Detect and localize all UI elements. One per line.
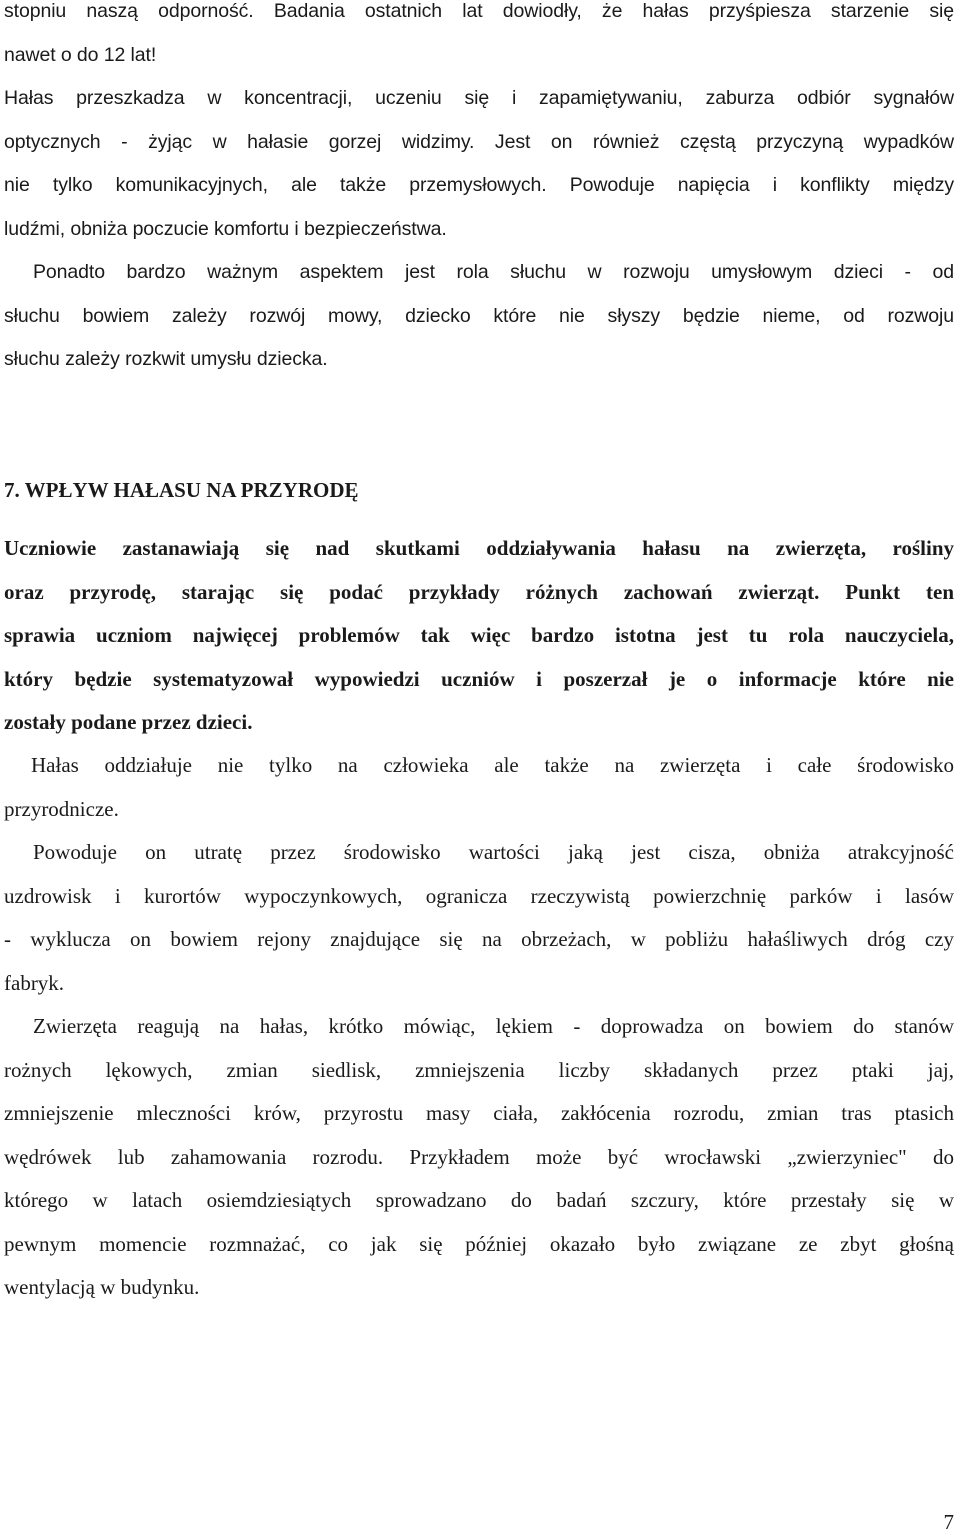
text-line: oraz przyrodę, starając się podać przykłady różnych zachowań zwierząt. Punkt ten: [4, 579, 954, 604]
text-line: fabryk.: [4, 970, 65, 995]
text-line: optycznych - żyjąc w hałasie gorzej widzimy. Jest on również częstą przyczyną wypadków: [4, 130, 954, 153]
text-line: Hałas przeszkadza w koncentracji, uczeniu się i zapamiętywaniu, zaburza odbiór sygnałów: [4, 87, 954, 109]
ponadto-paragraph: [4, 251, 954, 382]
intro-paragraph: [4, 0, 954, 251]
text-line: przyrodnicze.: [4, 796, 119, 821]
section-heading: 7. WPŁYW HAŁASU NA PRZYRODĘ: [4, 478, 359, 502]
text-line: - wyklucza on bowiem rejony znajdujące się na obrzeżach, w pobliżu hałaśliwych dróg czy: [4, 927, 954, 951]
zwierzeta-paragraph: [4, 1005, 954, 1310]
powoduje-paragraph: [4, 831, 954, 1005]
text-line: Powoduje on utratę przez środowisko wartości jaką jest cisza, obniża atrakcyjność: [33, 840, 954, 864]
text-line: słuchu bowiem zależy rozwój mowy, dziecko które nie słyszy będzie nieme, od rozwoju: [4, 304, 954, 327]
text-line: wędrówek lub zahamowania rozrodu. Przykładem może być wrocławski „zwierzyniec" do: [4, 1144, 954, 1169]
text-line: uzdrowisk i kurortów wypoczynkowych, ogranicza rzeczywistą powierzchnię parków i lasów: [4, 883, 954, 908]
text-line: zostały podane przez dzieci.: [4, 710, 253, 734]
text-line: Zwierzęta reagują na hałas, krótko mówiąc, lękiem - doprowadza on bowiem do stanów: [33, 1014, 954, 1038]
text-line: Hałas oddziałuje nie tylko na człowieka ale także na zwierzęta i całe środowisko: [31, 753, 954, 777]
text-line: który będzie systematyzował wypowiedzi uczniów i poszerzał je o informacje które nie: [4, 666, 954, 691]
text-line: Ponadto bardzo ważnym aspektem jest rola słuchu w rozwoju umysłowym dzieci - od: [33, 261, 954, 283]
text-line: Uczniowie zastanawiają się nad skutkami oddziaływania hałasu na zwierzęta, rośliny: [4, 536, 954, 560]
bold-paragraph: [4, 527, 954, 745]
text-line: zmniejszenie mleczności krów, przyrostu masy ciała, zakłócenia rozrodu, zmian tras ptasich: [4, 1101, 954, 1125]
halas-paragraph: [4, 744, 954, 831]
text-line: stopniu naszą odporność. Badania ostatnich lat dowiodły, że hałas przyśpiesza starzenie się: [4, 0, 954, 22]
text-line: ludźmi, obniża poczucie komfortu i bezpieczeństwa.: [4, 217, 447, 240]
text-line: sprawia uczniom najwięcej problemów tak więc bardzo istotna jest tu rola nauczyciela,: [4, 623, 954, 647]
text-line: nie tylko komunikacyjnych, ale także przemysłowych. Powoduje napięcia i konflikty między: [4, 174, 954, 196]
text-line: pewnym momencie rozmnażać, co jak się później okazało było związane ze zbyt głośną: [4, 1231, 954, 1256]
page-number: 7: [943, 1510, 954, 1534]
text-line: nawet o do 12 lat!: [4, 43, 157, 66]
text-line: słuchu zależy rozkwit umysłu dziecka.: [4, 348, 328, 370]
text-line: rożnych lękowych, zmian siedlisk, zmniejszenia liczby składanych przez ptaki jaj,: [4, 1057, 954, 1082]
text-line: wentylacją w budynku.: [4, 1275, 200, 1299]
text-line: którego w latach osiemdziesiątych sprowadzano do badań szczury, które przestały się w: [4, 1188, 954, 1212]
